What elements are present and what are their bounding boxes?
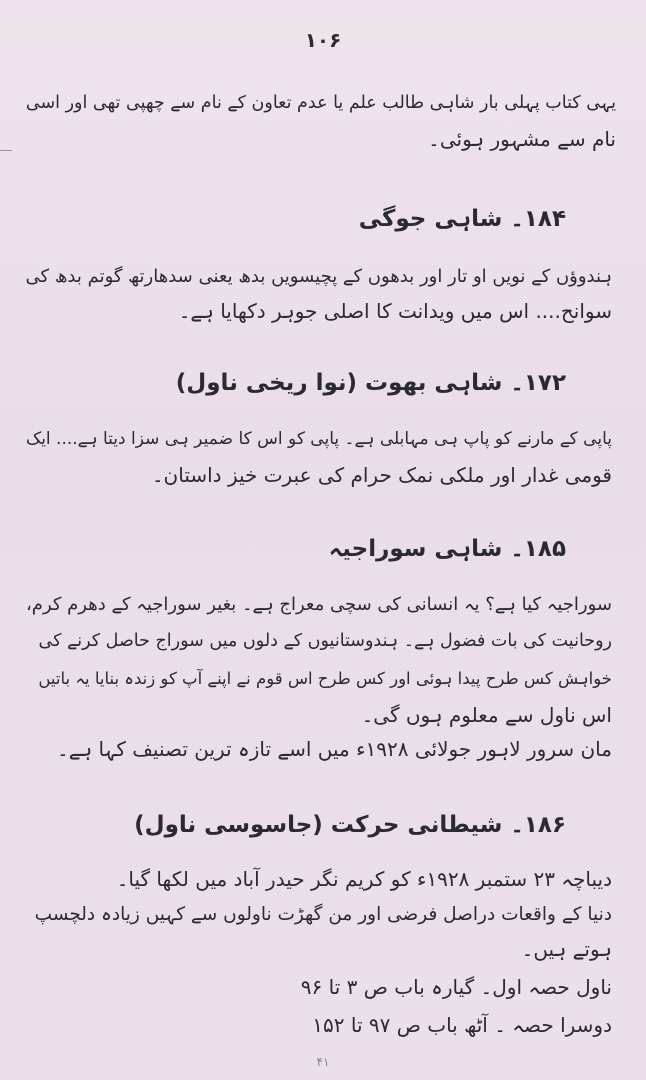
entry-186-line-5: دوسرا حصہ ۔ آٹھ باب ص ۹۷ تا ۱۵۲ [312, 1013, 612, 1037]
entry-186-line-2: دنیا کے واقعات دراصل فرضی اور من گھڑت ناولوں سے کہیں زیادہ دلچسپ [34, 904, 612, 925]
entry-172-line-2: قومی غدار اور ملکی نمک حرام کی عبرت خیز داستان۔ [151, 463, 612, 487]
entry-185-line-3: خواہش کس طرح پیدا ہوئی اور کس طرح اس قوم نے اپنے آپ کو زندہ بنایا یہ باتیں [38, 669, 612, 688]
entry-185-line-4: اس ناول سے معلوم ہوں گی۔ [361, 703, 612, 727]
entry-heading-184: ۱۸۴۔ شاہی جوگی [358, 206, 566, 232]
entry-172-line-1: پاپی کے مارنے کو پاپ ہی مہابلی ہے۔ پاپی کو اس کا ضمیر ہی سزا دیتا ہے.... ایک [25, 429, 612, 449]
entry-heading-172: ۱۷۲۔ شاہی بھوت (نوا ریخی ناول) [175, 370, 566, 396]
intro-line-1: یہی کتاب پہلی بار شاہی طالب علم یا عدم تعاون کے نام سے چھپی تھی اور اسی [25, 93, 616, 113]
entry-184-line-1: ہندوؤں کے نویں او تار اور بدھوں کے پچیسویں بدھ یعنی سدھارتھ گوتم بدھ کی [25, 266, 612, 287]
entry-186-line-1: دیباچہ ۲۳ ستمبر ۱۹۲۸ء کو کریم نگر حیدر آباد میں لکھا گیا۔ [116, 867, 612, 891]
entry-185-line-2: روحانیت کی بات فضول ہے۔ ہندوستانیوں کے دلوں میں سوراج حاصل کرنے کی [38, 631, 612, 651]
entry-185-line-5: مان سرور لاہور جولائی ۱۹۲۸ء میں اسے تازہ ترین تصنیف کہا ہے۔ [57, 737, 612, 761]
entry-186-line-4: ناول حصہ اول۔ گیارہ باب ص ۳ تا ۹۶ [300, 975, 612, 999]
footer-mark: ۴۱ [316, 1055, 330, 1069]
margin-mark [0, 150, 12, 151]
entry-heading-186: ۱۸۶۔ شیطانی حرکت (جاسوسی ناول) [134, 812, 566, 838]
entry-185-line-1: سوراجیہ کیا ہے؟ یہ انسانی کی سچی معراج ہے۔ بغیر سوراجیہ کے دھرم کرم، [25, 594, 612, 615]
entry-186-line-3: ہوتے ہیں۔ [521, 937, 612, 961]
entry-184-line-2: سوانح.... اس میں ویدانت کا اصلی جوہر دکھایا ہے۔ [178, 299, 612, 323]
intro-line-2: نام سے مشہور ہوئی۔ [428, 127, 616, 151]
page-number: ۱۰۶ [304, 28, 342, 52]
entry-heading-185: ۱۸۵۔ شاہی سوراجیہ [328, 536, 566, 562]
